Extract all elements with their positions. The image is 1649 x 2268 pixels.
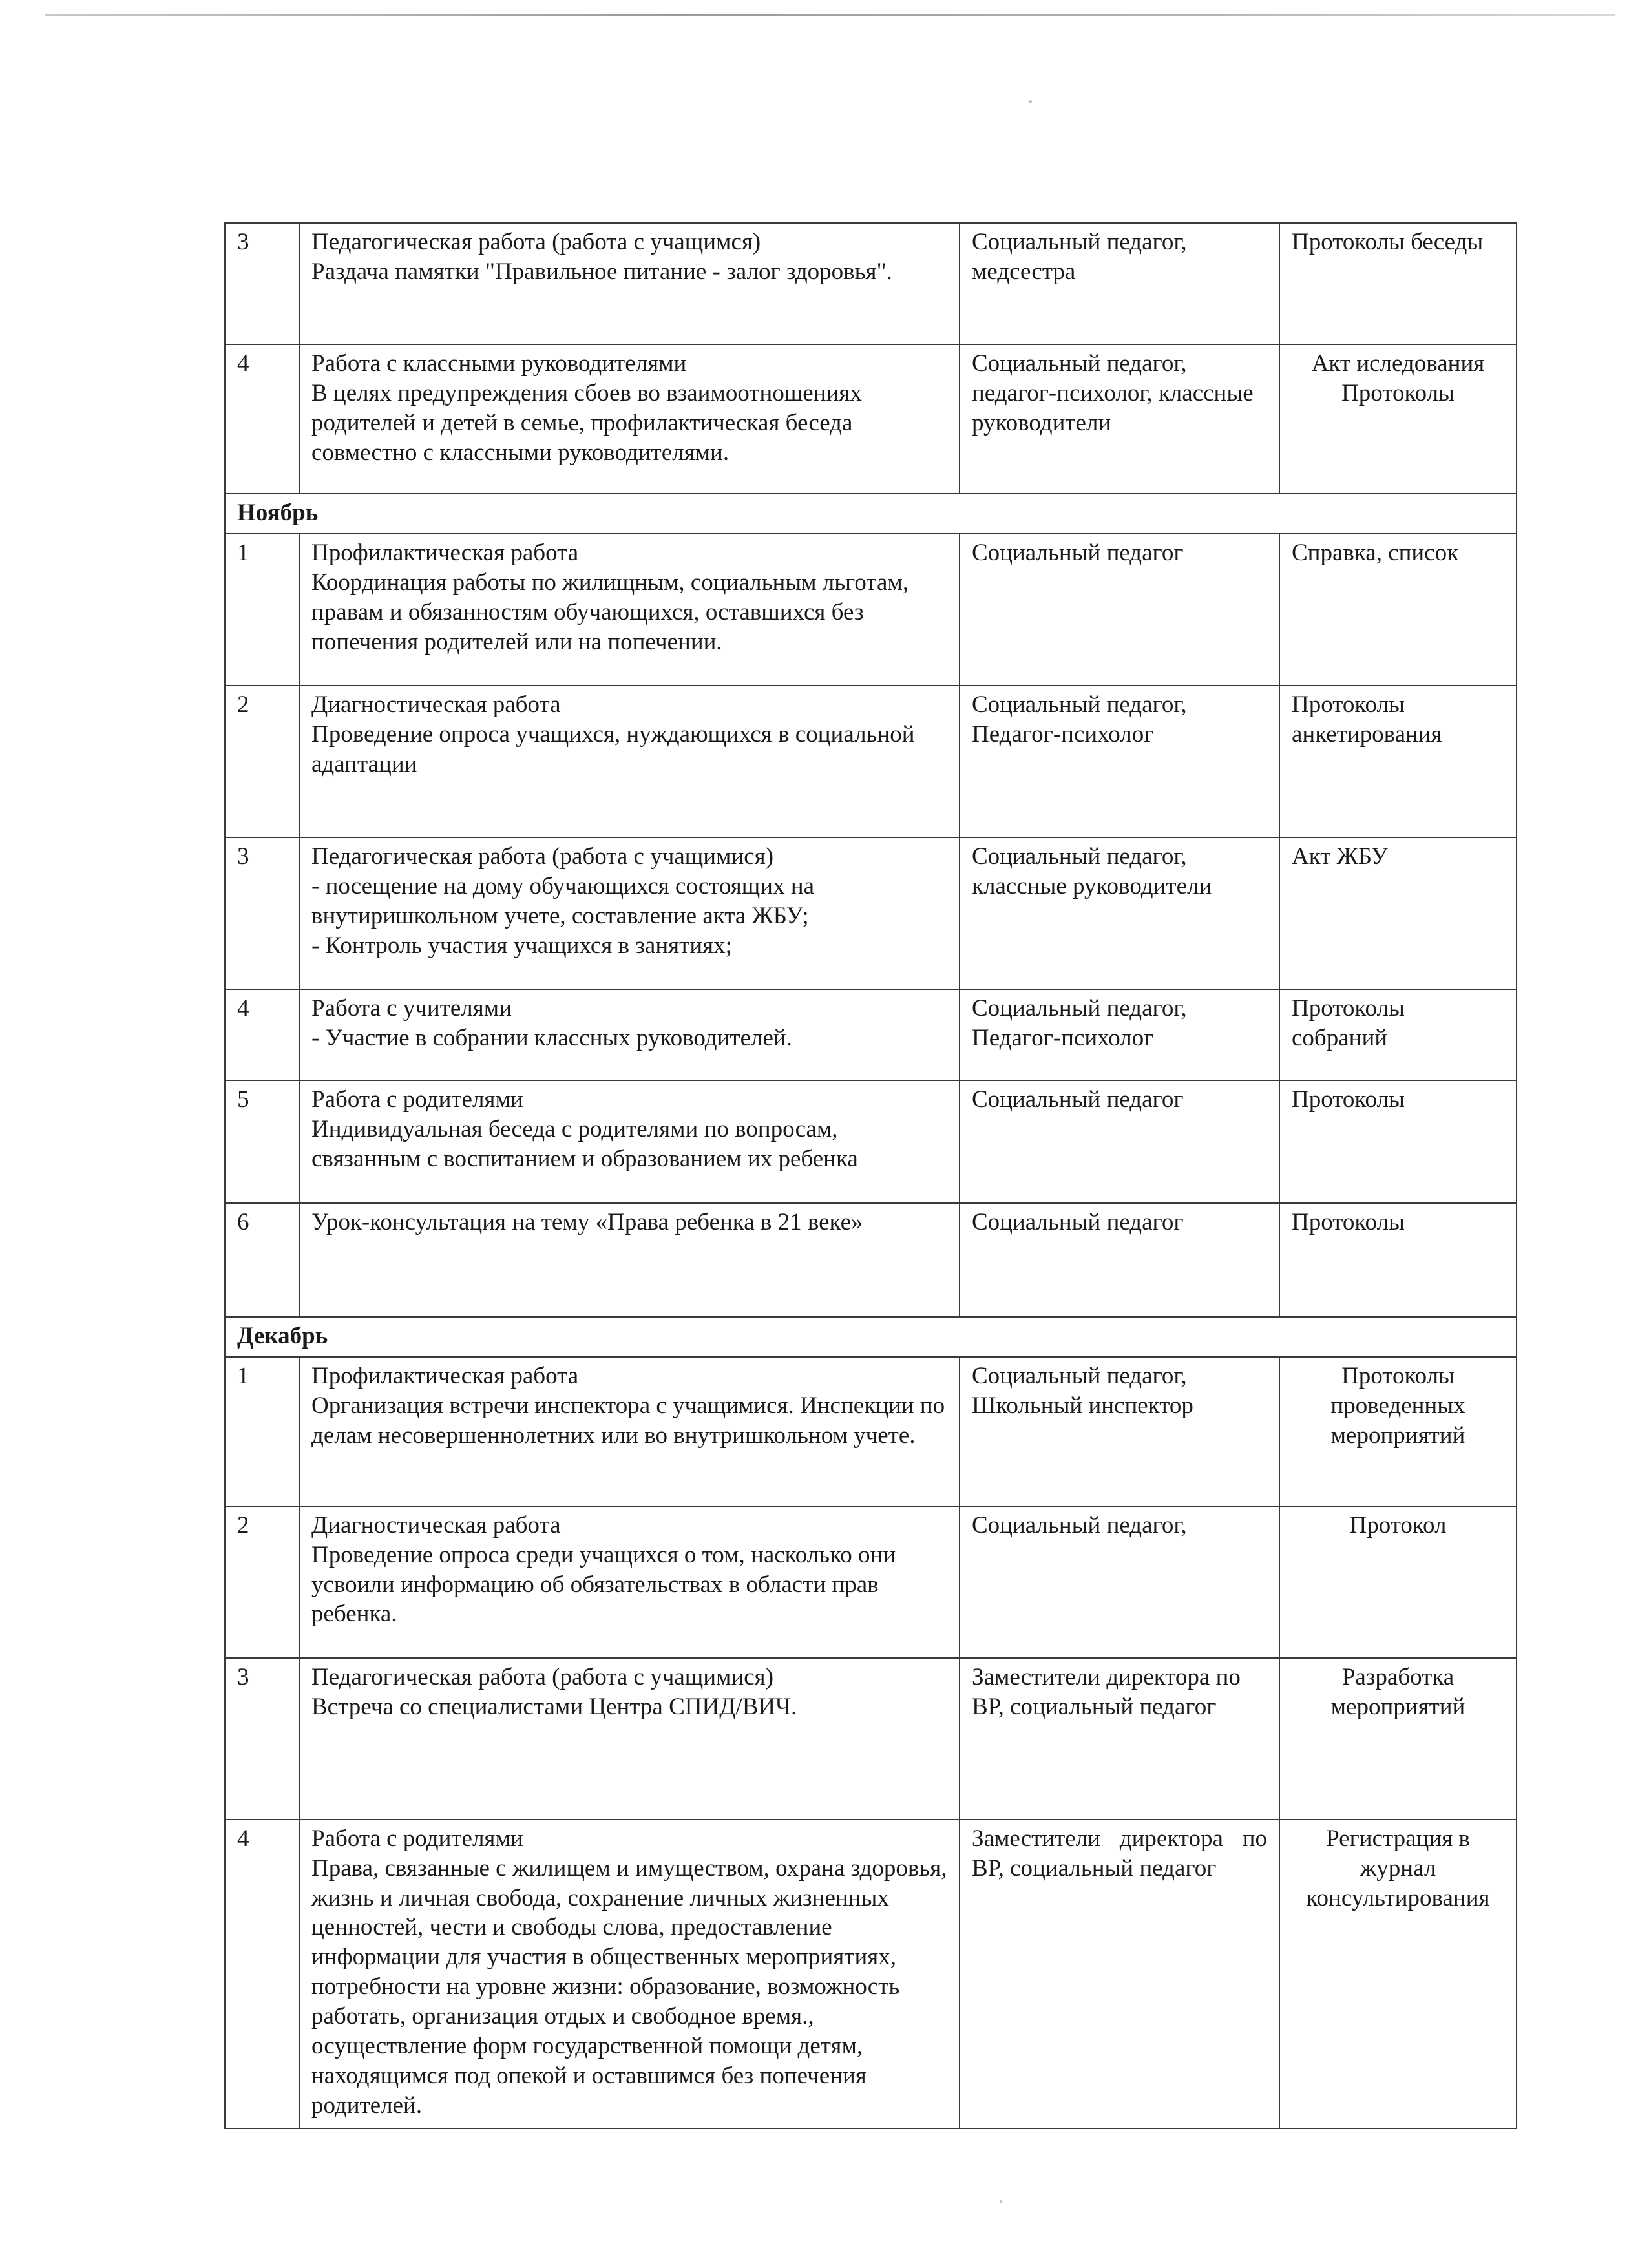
table-row [225,1203,1517,1317]
row-number: 3 [225,837,299,989]
activity-title: Диагностическая работа [311,1511,561,1538]
row-number: 3 [225,223,299,344]
responsible-cell: Социальный педагог, Педагог-психолог [960,989,1279,1080]
row-number: 2 [225,686,299,837]
activity-cell [299,1820,960,2128]
activity-description: Индивидуальная беседа с родителями по вопросам, связанным с воспитанием и образованием их ребенка [311,1115,858,1172]
table-row [225,1658,1517,1820]
row-number: 3 [225,1658,299,1820]
activity-cell [299,1080,960,1203]
result-cell: Акт ЖБУ [1279,837,1517,989]
result-cell: Протоколы собраний [1279,989,1517,1080]
table-row [225,344,1517,494]
row-number: 1 [225,1357,299,1506]
activity-cell [299,1357,960,1506]
activity-cell [299,1506,960,1658]
responsible-cell: Заместители директора по ВР, социальный педагог [960,1658,1279,1820]
activity-cell [299,1658,960,1820]
result-cell: Справка, список [1279,534,1517,686]
activity-cell [299,534,960,686]
table-row [225,837,1517,989]
activity-description-extra: - Контроль участия учащихся в занятиях; [311,932,732,959]
table-row [225,534,1517,686]
responsible-cell: Социальный педагог, классные руководители [960,837,1279,989]
result-cell: Протоколы [1279,1203,1517,1317]
responsible-cell: Социальный педагог, [960,1506,1279,1658]
activity-title: Педагогическая работа (работа с учащимся) [311,229,761,255]
table-row [225,223,1517,344]
row-number: 2 [225,1506,299,1658]
activity-title: Профилактическая работа [311,539,579,566]
activity-description: В целях предупреждения сбоев во взаимоотношениях родителей и детей в семье, профилактическая беседа совместно с классными руководителями. [311,379,862,466]
result-cell: Протоколы анкетирования [1279,686,1517,837]
activity-cell [299,344,960,494]
result-cell: Разработка мероприятий [1279,1658,1517,1820]
activity-title: Работа с классными руководителями [311,350,687,377]
activity-description: Организация встречи инспектора с учащимися. Инспекции по делам несовершеннолетних или во внутришкольном учете. [311,1392,945,1449]
activity-description: Раздача памятки "Правильное питание - залог здоровья". [311,258,892,285]
activity-cell [299,837,960,989]
activity-title: Работа с родителями [311,1086,523,1113]
responsible-cell: Социальный педагог, педагог-психолог, классные руководители [960,344,1279,494]
activity-description: - Участие в собрании классных руководителей. [311,1024,792,1051]
result-cell: Акт иследования Протоколы [1279,344,1517,494]
month-heading: Ноябрь [225,494,1517,534]
table-row [225,989,1517,1080]
result-cell: Протоколы проведенных мероприятий [1279,1357,1517,1506]
activity-title: Урок-консультация на тему «Права ребенка в 21 веке» [311,1208,863,1235]
activity-title: Педагогическая работа (работа с учащимися) [311,843,774,870]
row-number: 5 [225,1080,299,1203]
work-plan-table [224,222,1517,2129]
row-number: 4 [225,344,299,494]
activity-description: - посещение на дому обучающихся состоящих на внутиришкольном учете, составление акта ЖБУ; [311,872,815,929]
activity-title: Профилактическая работа [311,1362,579,1389]
activity-cell [299,686,960,837]
table-row [225,1357,1517,1506]
activity-description: Проведение опроса учащихся, нуждающихся в социальной адаптации [311,720,915,777]
responsible-cell: Социальный педагог, Педагог-психолог [960,686,1279,837]
activity-description: Права, связанные с жилищем и имуществом, охрана здоровья, жизнь и личная свобода, сохранение личных жизненных ценностей, чести и свободы слова, предоставление информации для участия в общественных мероприятиях, потребности на уровне жизни: образование, возможность работать, организация отдых и свободное время., осуществление форм государственной помощи детям, находящимся под опекой и оставшимся без попечения родителей. [311,1854,947,2119]
row-number: 6 [225,1203,299,1317]
result-cell: Регистрация в журнал консультирования [1279,1820,1517,2128]
responsible-cell: Социальный педагог, Школьный инспектор [960,1357,1279,1506]
row-number: 1 [225,534,299,686]
table-row [225,1506,1517,1658]
responsible-cell: Социальный педагог [960,1080,1279,1203]
activity-cell [299,223,960,344]
row-number: 4 [225,1820,299,2128]
scan-speck [1029,100,1032,103]
month-heading: Декабрь [225,1317,1517,1357]
activity-description: Встреча со специалистами Центра СПИД/ВИЧ. [311,1693,797,1720]
responsible-cell: Заместители директора по ВР, социальный педагог [960,1820,1279,2128]
activity-description: Проведение опроса среди учащихся о том, насколько они усвоили информацию об обязательствах в области прав ребенка. [311,1541,896,1628]
activity-title: Работа с учителями [311,994,512,1022]
table-row [225,1080,1517,1203]
activity-title: Диагностическая работа [311,691,561,718]
row-number: 4 [225,989,299,1080]
activity-cell [299,1203,960,1317]
table-row [225,686,1517,837]
result-cell: Протокол [1279,1506,1517,1658]
table-row [225,1820,1517,2128]
scan-speck [1000,2200,1002,2203]
activity-title: Педагогическая работа (работа с учащимися) [311,1663,774,1690]
activity-description: Координация работы по жилищным, социальным льготам, правам и обязанностям обучающихся, оставшихся без попечения родителей или на попечении. [311,569,909,655]
month-row [225,494,1517,534]
activity-title: Работа с родителями [311,1825,523,1852]
responsible-cell: Социальный педагог [960,534,1279,686]
responsible-cell: Социальный педагог [960,1203,1279,1317]
scan-edge-line [45,14,1615,16]
result-cell: Протоколы [1279,1080,1517,1203]
activity-cell [299,989,960,1080]
responsible-cell: Социальный педагог, медсестра [960,223,1279,344]
result-cell: Протоколы беседы [1279,223,1517,344]
month-row [225,1317,1517,1357]
